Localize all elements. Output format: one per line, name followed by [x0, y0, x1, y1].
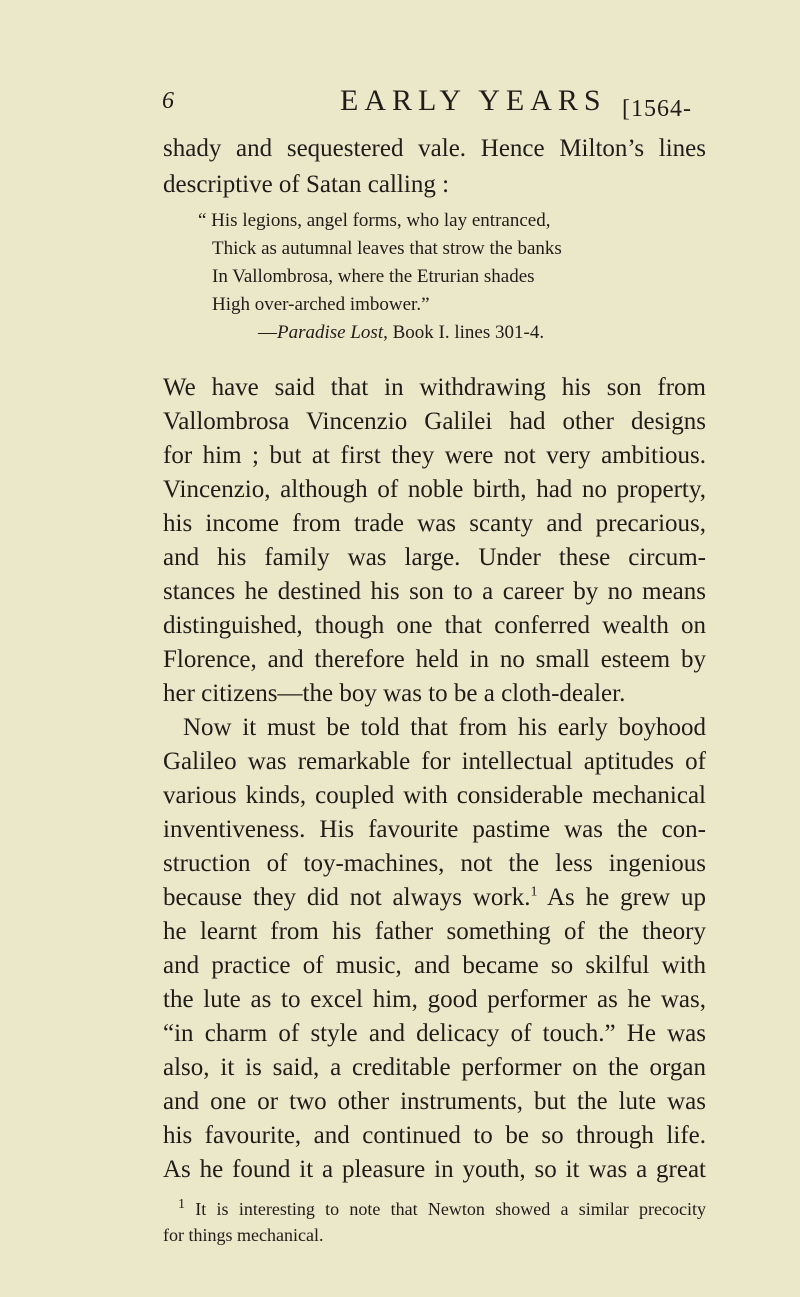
footnote-marker: 1 — [178, 1197, 185, 1212]
verse-line: Thick as autumnal leaves that strow the banks — [212, 238, 562, 259]
date-mark: [1564- — [622, 96, 692, 122]
text-line: and his family was large. Under these circum- — [163, 544, 706, 571]
footnote-text: It is interesting to note that Newton showed a similar precocity — [185, 1199, 706, 1219]
text-line: also, it is said, a creditable performer on the organ — [163, 1054, 706, 1081]
text-line: distinguished, though one that conferred wealth on — [163, 612, 706, 639]
text-line: descriptive of Satan calling : — [163, 171, 450, 198]
text-line: his favourite, and continued to be so through life. — [163, 1122, 706, 1149]
verse-line: In Vallombrosa, where the Etrurian shades — [212, 266, 535, 287]
text-line: shady and sequestered vale. Hence Milton’s lines — [163, 135, 706, 162]
text-line: his income from trade was scanty and precarious, — [163, 510, 706, 537]
text-line: Vincenzio, although of noble birth, had no property, — [163, 476, 706, 503]
text-line: As he found it a pleasure in youth, so it was a great — [163, 1156, 706, 1183]
text-line: and one or two other instruments, but the lute was — [163, 1088, 706, 1115]
text-line: We have said that in withdrawing his son from — [163, 374, 706, 401]
text-line: Vallombrosa Vincenzio Galilei had other designs — [163, 408, 706, 435]
text-line: Now it must be told that from his early boyhood — [183, 714, 706, 741]
text-line: he learnt from his father something of the theory — [163, 918, 706, 945]
text-line: struction of toy-machines, not the less ingenious — [163, 850, 706, 877]
text-line: Galileo was remarkable for intellectual aptitudes of — [163, 748, 706, 775]
quotation-citation — [258, 319, 544, 347]
citation-dash: — — [258, 322, 277, 343]
text-line-with-footnote — [163, 881, 706, 915]
text-line: stances he destined his son to a career by no means — [163, 578, 706, 605]
text-line: “in charm of style and delicacy of touch.” He was — [163, 1020, 706, 1047]
page-number: 6 — [162, 88, 174, 114]
text-line: Florence, and therefore held in no small esteem by — [163, 646, 706, 673]
text-line: her citizens—the boy was to be a cloth-dealer. — [163, 680, 626, 707]
running-title: EARLY YEARS — [340, 84, 607, 117]
text-segment: As he grew up — [537, 884, 706, 911]
text-line: and practice of music, and became so skilful with — [163, 952, 706, 979]
text-segment: because they did not always work. — [163, 884, 531, 911]
text-line: inventiveness. His favourite pastime was the con- — [163, 816, 706, 843]
footnote-line — [178, 1196, 706, 1222]
citation-rest: , Book I. lines 301-4. — [383, 322, 545, 343]
footnote-line: for things mechanical. — [163, 1225, 324, 1245]
verse-line: “ His legions, angel forms, who lay entranced, — [198, 210, 551, 231]
citation-title: Paradise Lost — [277, 322, 384, 343]
verse-line: High over-arched imbower.” — [212, 294, 430, 315]
text-line: for him ; but at first they were not very ambitious. — [163, 442, 706, 469]
text-line: the lute as to excel him, good performer as he was, — [163, 986, 706, 1013]
text-line: various kinds, coupled with considerable mechanical — [163, 782, 706, 809]
footnote-marker: 1 — [530, 884, 538, 900]
